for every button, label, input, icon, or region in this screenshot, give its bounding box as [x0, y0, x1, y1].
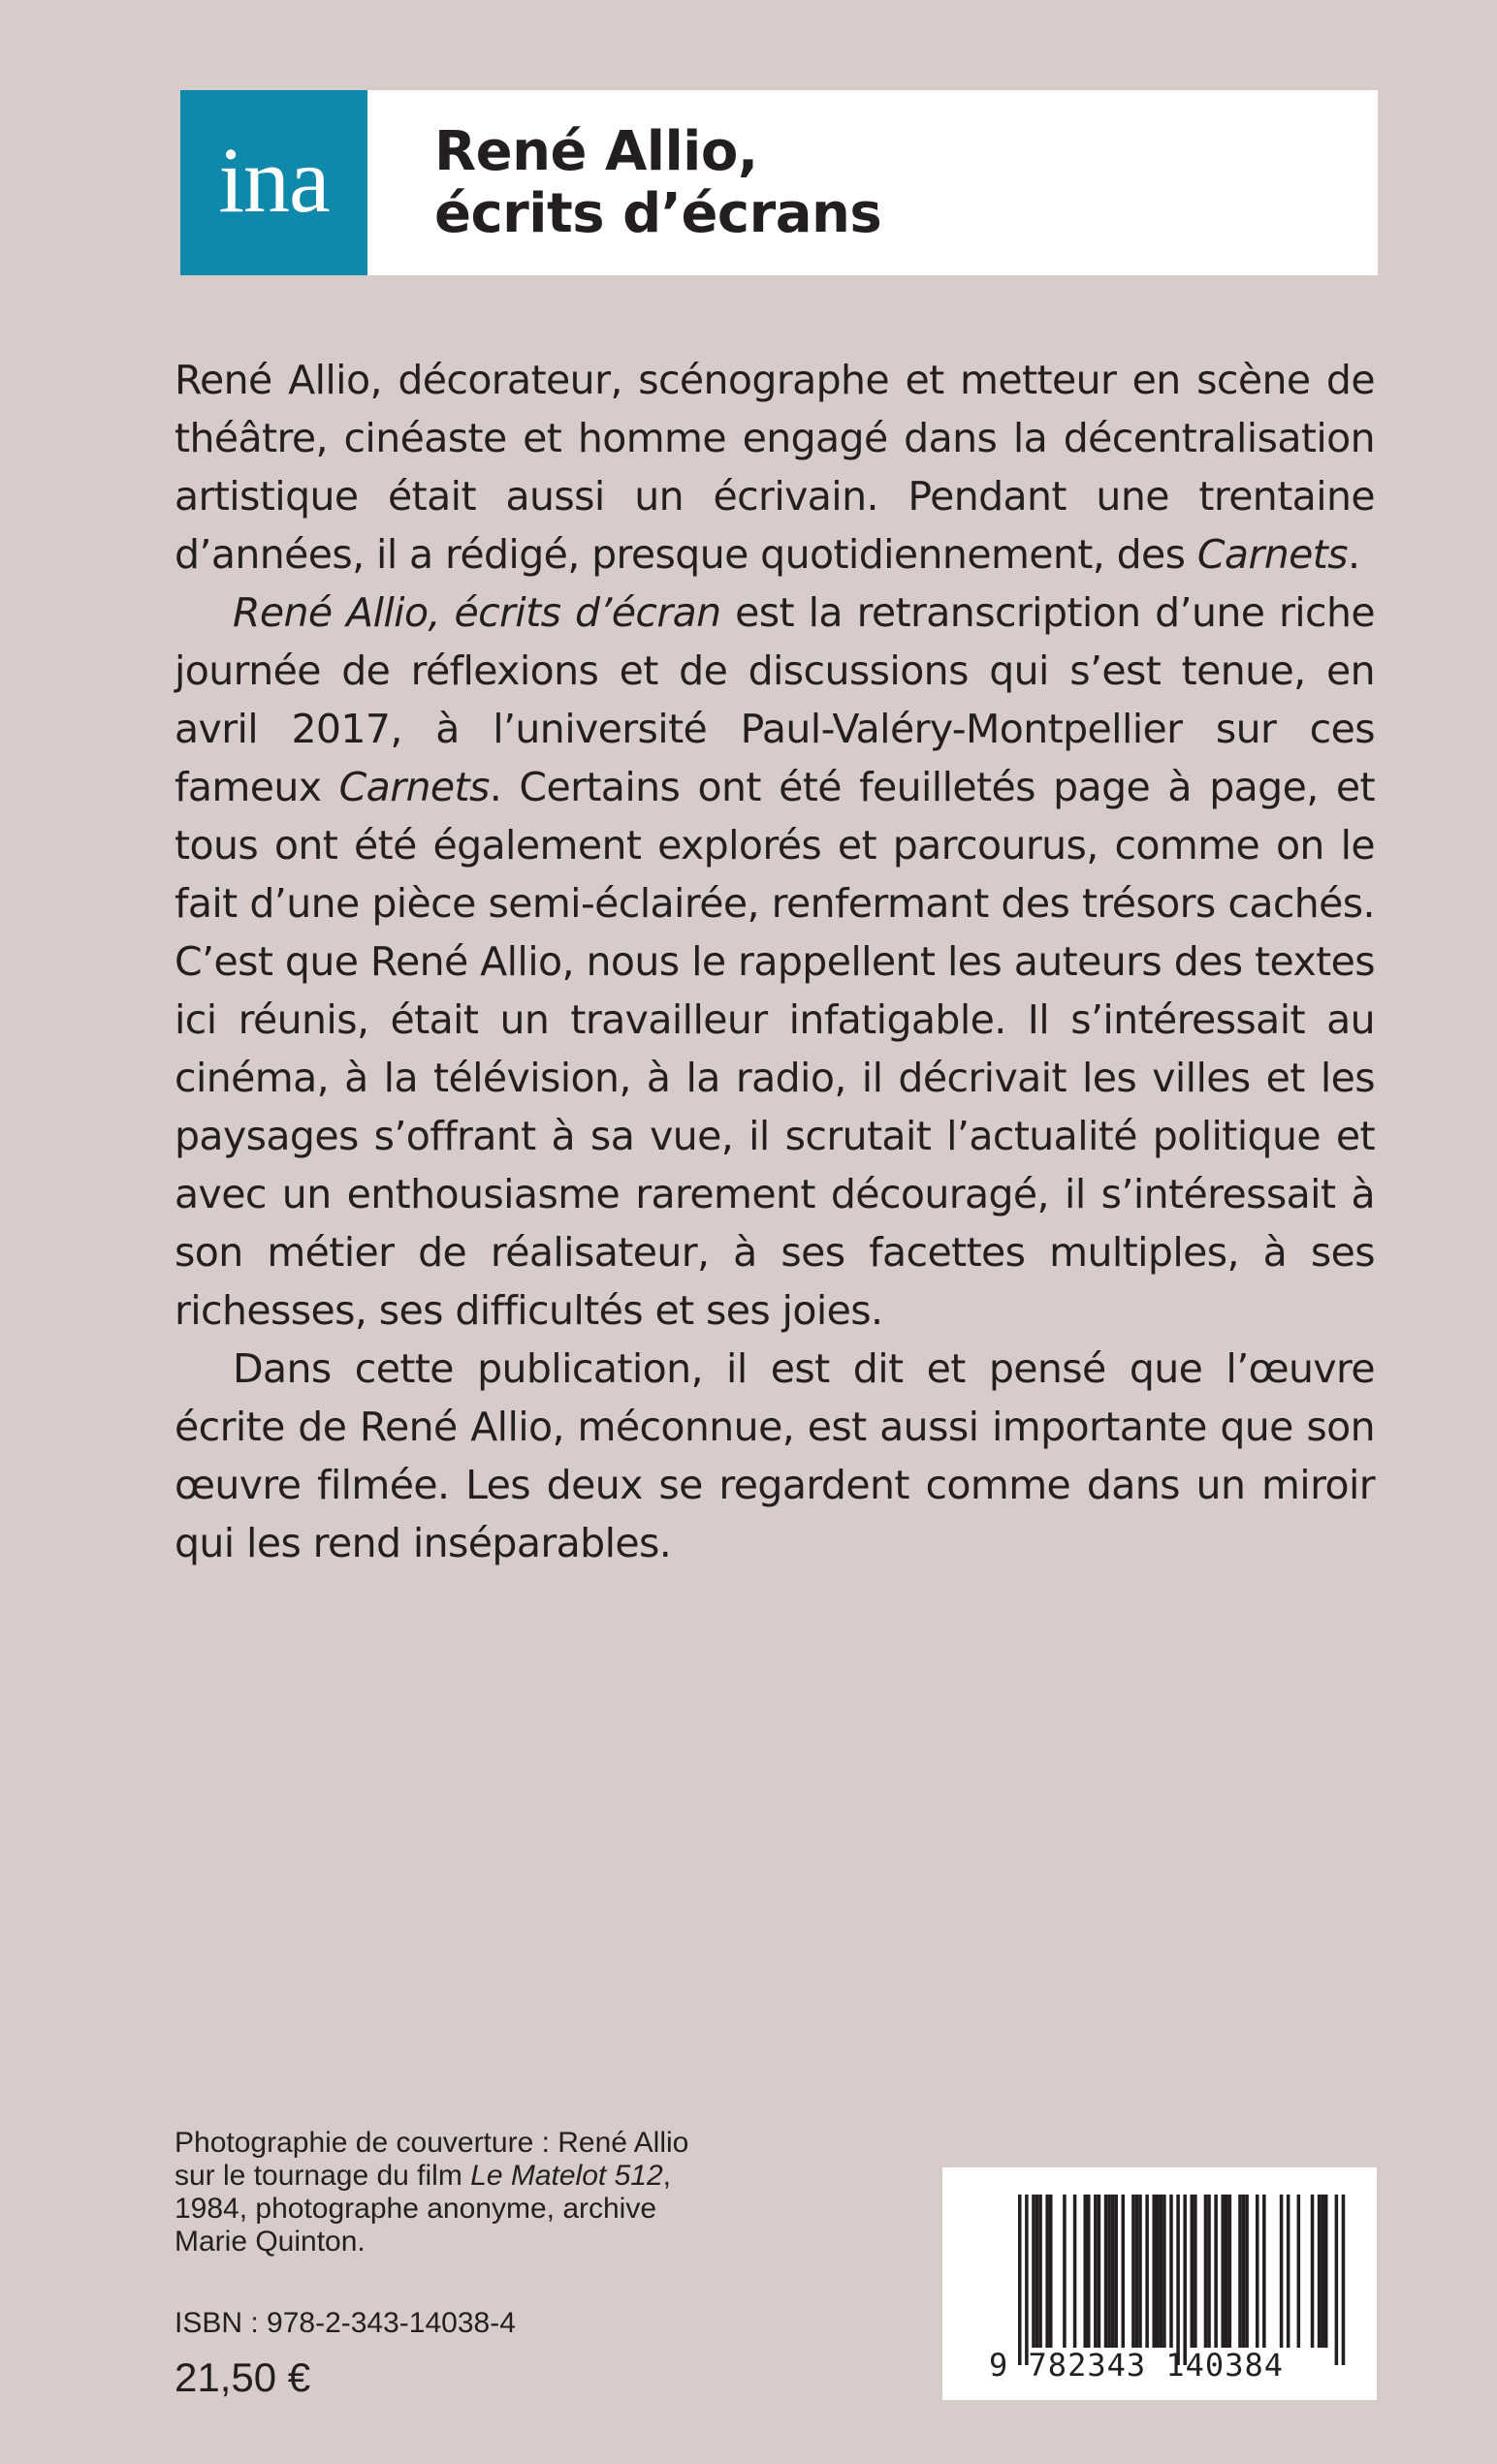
barcode-bar [1256, 2195, 1259, 2348]
barcode-bar [1311, 2195, 1315, 2348]
barcode-bar [1245, 2195, 1249, 2348]
barcode-bar [1191, 2195, 1194, 2348]
header-banner [180, 90, 1378, 275]
barcode-bar [1135, 2195, 1139, 2348]
credit-line-2-end: , [662, 2160, 671, 2192]
barcode-bar [1104, 2195, 1108, 2348]
barcode-bar [1321, 2195, 1324, 2348]
blurb-p2-carnets: Carnets [338, 764, 490, 810]
barcode-bar [1280, 2195, 1284, 2348]
credit-film-title: Le Matelot 512 [470, 2160, 663, 2192]
blurb-p2-text-a: est la retranscription d’une riche journée de réflexions et de discussions qui s’est tenue, en avril 2017, à l’université Paul-Valéry-Montpellier sur ces fameux [175, 589, 1375, 810]
barcode-bar [1131, 2195, 1135, 2348]
barcode-bar [1038, 2195, 1042, 2348]
barcode-bar [1169, 2195, 1173, 2348]
barcode-bar [1049, 2195, 1053, 2348]
barcode-bar [1297, 2195, 1301, 2348]
barcode-bar [1045, 2195, 1049, 2348]
barcode-bar [1342, 2195, 1346, 2365]
isbn: ISBN : 978-2-343-14038-4 [175, 2307, 516, 2339]
blurb-p2-title: René Allio, écrits d’écran [233, 589, 721, 636]
barcode-bar [1094, 2195, 1098, 2348]
blurb-p1-text: René Allio, décorateur, scénographe et metteur en scène de théâtre, cinéaste et homme engagé dans la décentralisation artistique était aussi un écrivain. Pendant une trentaine d’années, il a rédigé, presque quotidiennement, des [175, 357, 1375, 578]
blurb-p2-text-b: . Certains ont été feuilletés page à page, et tous ont été également explorés et parcourus, comme on le fait d’une pièce semi-éclairée, renfermant des trésors cachés. C’est que René Allio, nous le rappellent les auteurs des textes ici réunis, était un travailleur infatigable. Il s’intéressait au cinéma, à la télévision, à la radio, il décrivait les villes et les paysages s’offrant à sa vue, il scrutait l’actualité politique et avec un enthousiasme rarement découragé, il s’intéressait à son métier de réalisateur, à ses facettes multiples, à ses richesses, ses difficultés et ses joies. [175, 764, 1375, 1334]
barcode-bar [1204, 2195, 1208, 2348]
logo-divider [367, 90, 375, 275]
barcode-bar [1214, 2195, 1218, 2348]
barcode-bar [1225, 2195, 1228, 2348]
barcode-bar [1073, 2195, 1077, 2348]
barcode-bar [1025, 2195, 1029, 2365]
barcode-bar [1087, 2195, 1091, 2348]
barcode-bar [1114, 2195, 1118, 2348]
blurb-paragraph-2 [175, 584, 1375, 1340]
barcode-bar [1083, 2195, 1087, 2348]
barcode-bar [1111, 2195, 1115, 2348]
barcode-bar [1324, 2195, 1328, 2348]
barcode-bar [1238, 2195, 1242, 2348]
barcode-bar [1228, 2195, 1232, 2348]
barcode-bar [1207, 2195, 1211, 2348]
barcode-bar [1335, 2195, 1339, 2365]
credit-line-2-text: sur le tournage du film [175, 2160, 471, 2192]
barcode [942, 2167, 1377, 2400]
barcode-bar [1018, 2195, 1022, 2365]
barcode-bar [1242, 2195, 1246, 2348]
book-title-line-2: écrits d’écrans [434, 182, 882, 245]
barcode-bar [1063, 2195, 1067, 2348]
credit-line-2 [175, 2160, 756, 2193]
credit-line-4: Marie Quinton. [175, 2226, 366, 2258]
barcode-bar [1138, 2195, 1142, 2348]
barcode-bar [1287, 2195, 1290, 2348]
barcode-bar [1176, 2195, 1180, 2365]
barcode-digits: 9 782343 140384 [989, 2347, 1284, 2384]
barcode-bar [1221, 2195, 1225, 2348]
barcode-bar [1163, 2195, 1166, 2348]
barcode-bar [1098, 2195, 1101, 2348]
barcode-bar [1107, 2195, 1111, 2348]
blurb-p1-end: . [1347, 531, 1360, 578]
credit-line-3: 1984, photographe anonyme, archive [175, 2193, 657, 2225]
barcode-bar [1194, 2195, 1197, 2348]
price: 21,50 € [175, 2354, 311, 2400]
back-cover-blurb [175, 351, 1375, 1572]
barcode-bar [1156, 2195, 1160, 2348]
barcode-bar [1318, 2195, 1322, 2348]
blurb-p1-carnets: Carnets [1196, 531, 1348, 578]
photo-credit [175, 2127, 756, 2259]
blurb-paragraph-1 [175, 351, 1375, 584]
blurb-paragraph-3: Dans cette publication, il est dit et pensé que l’œuvre écrite de René Allio, méconnue, est aussi importante que son œuvre filmée. Les deux se regardent comme dans un miroir qui les rend inséparables. [175, 1345, 1375, 1566]
ina-logo-text: ina [218, 127, 330, 232]
barcode-bar [1035, 2195, 1039, 2348]
barcode-bar [1183, 2195, 1187, 2365]
ina-logo [180, 90, 367, 275]
barcode-bar [1145, 2195, 1149, 2348]
barcode-bar [1152, 2195, 1156, 2348]
barcode-bar [1032, 2195, 1035, 2348]
barcode-bar [1160, 2195, 1163, 2348]
barcode-bar [1122, 2195, 1126, 2348]
credit-line-1: Photographie de couverture : René Allio [175, 2127, 689, 2159]
book-title [434, 121, 881, 245]
barcode-bar [1262, 2195, 1266, 2348]
book-title-line-1: René Allio, [434, 120, 758, 183]
